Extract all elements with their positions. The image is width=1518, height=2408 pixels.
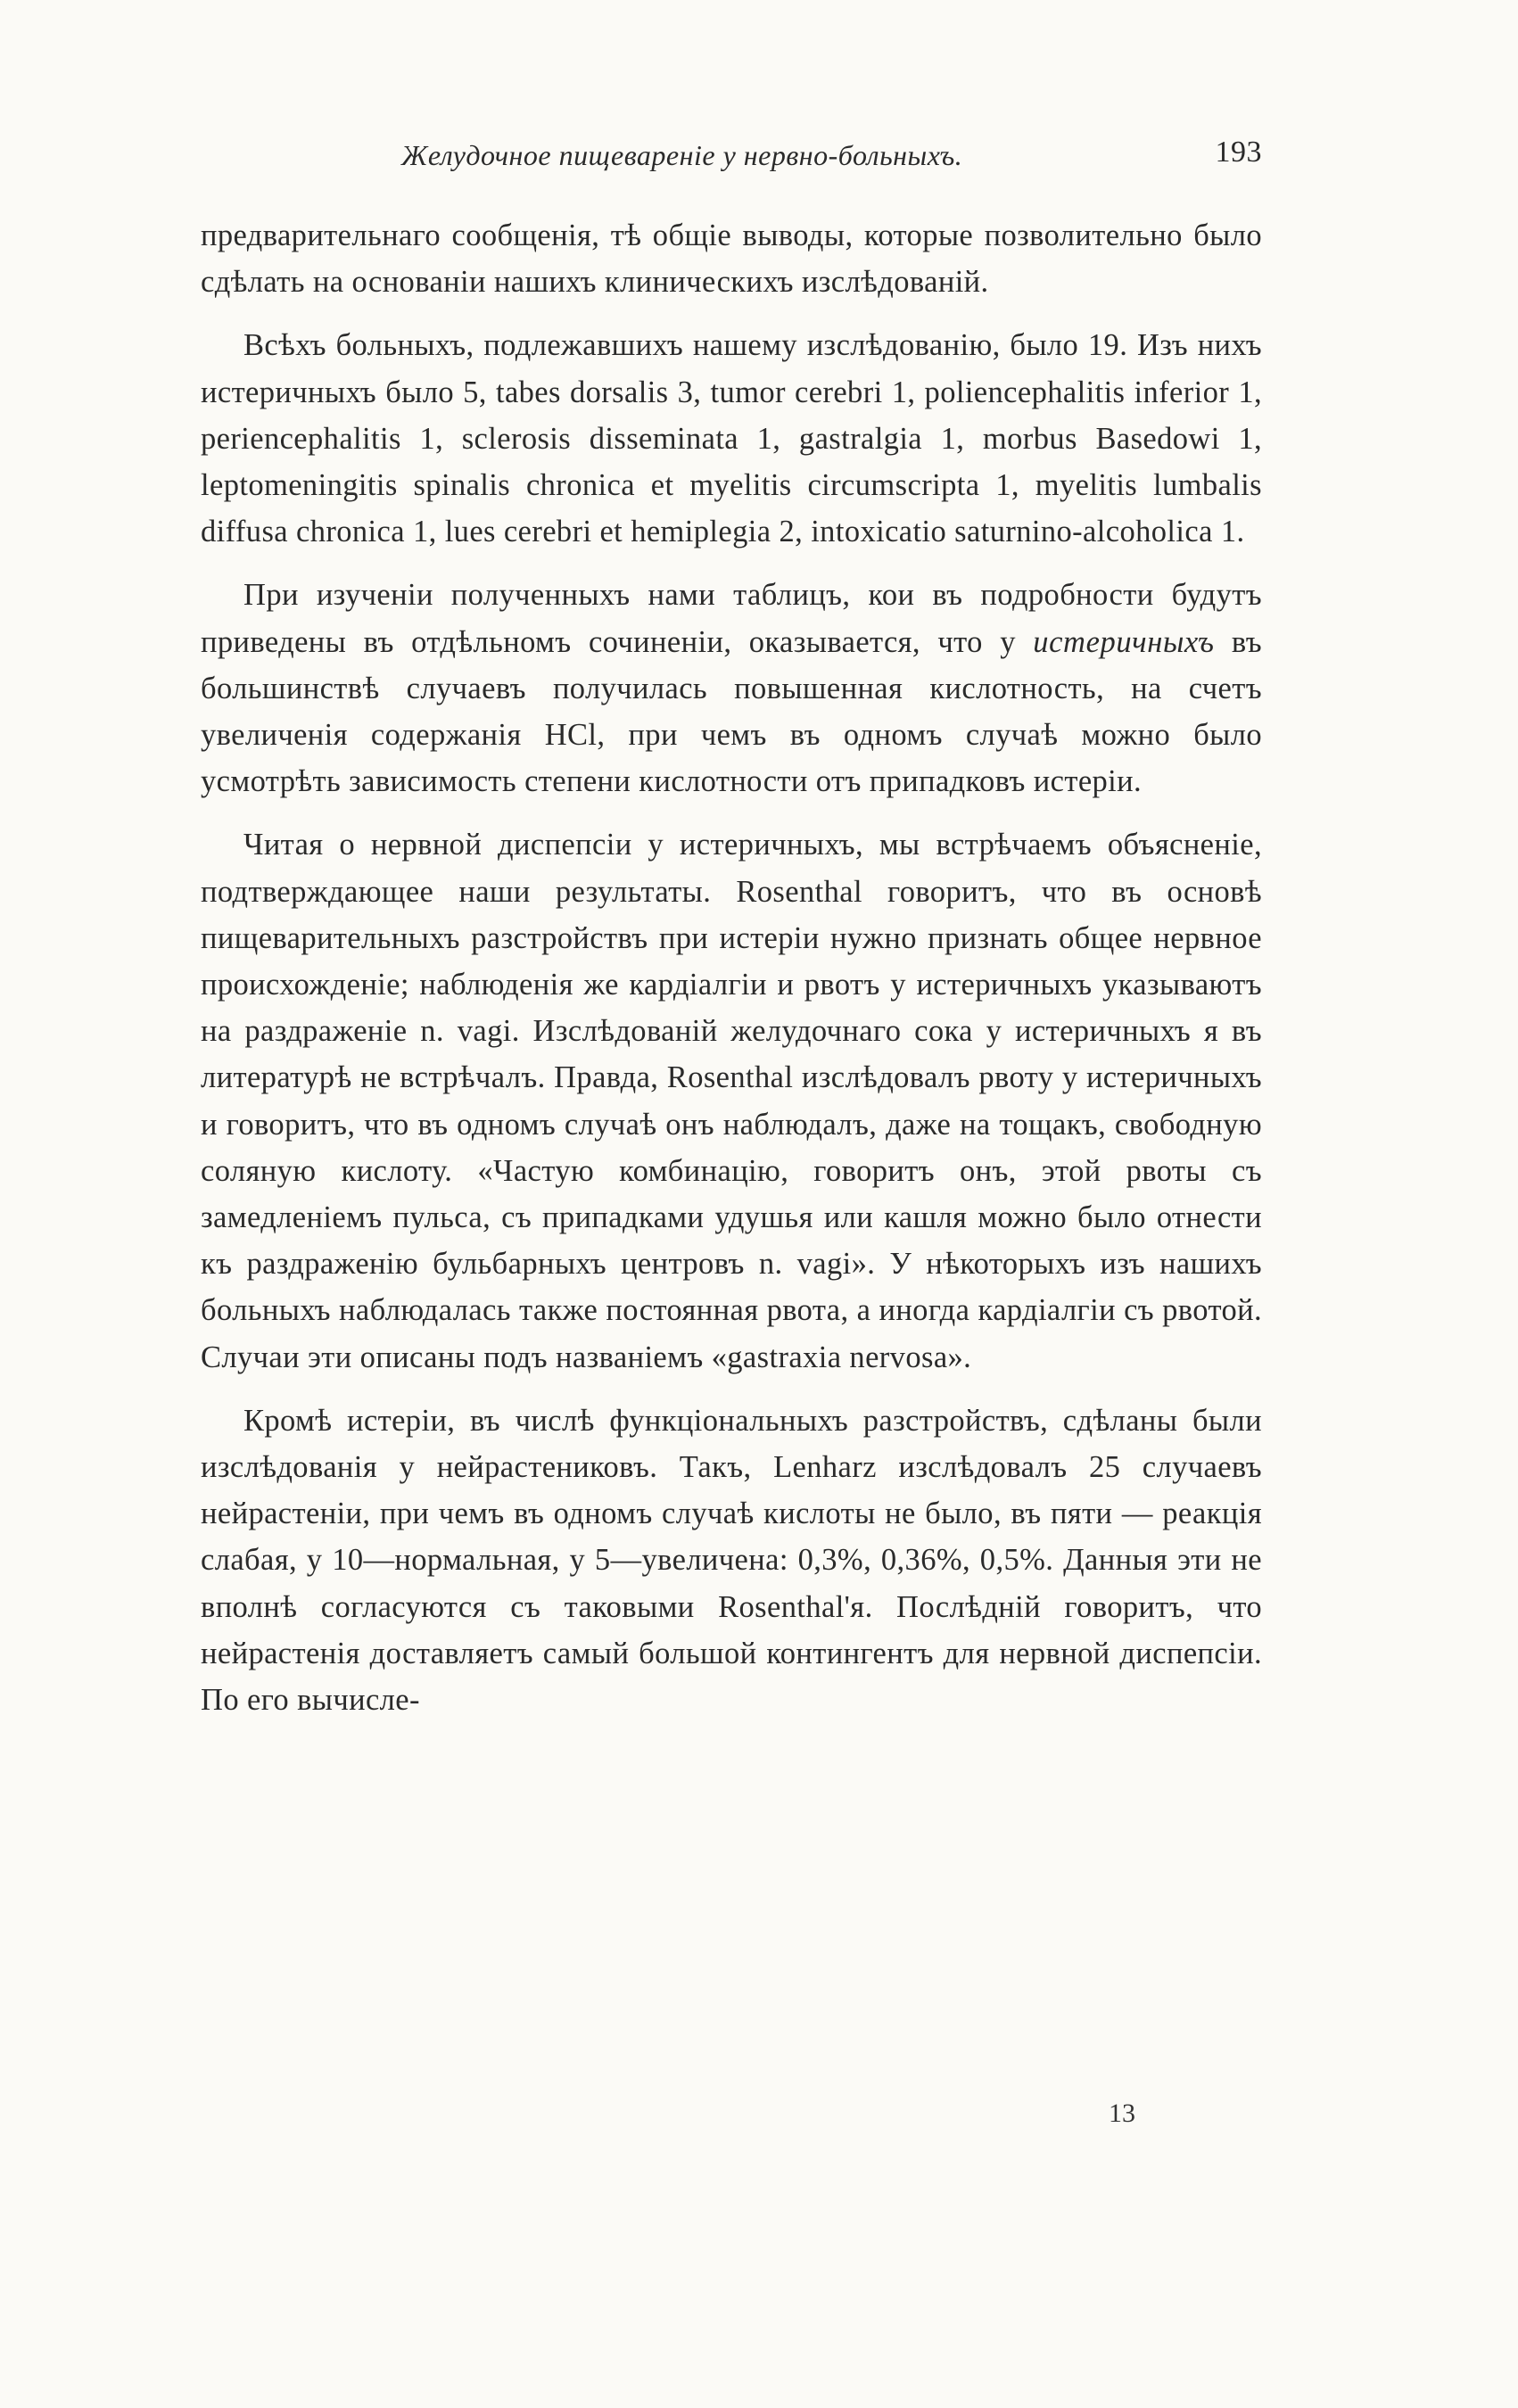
body-text	[201, 212, 1262, 1740]
paragraph-3	[201, 572, 1262, 804]
running-header	[201, 132, 1262, 186]
paragraph-1: предварительнаго сообщенія, тѣ общіе выводы, которые позволительно было сдѣлать на основаніи нашихъ клиническихъ изслѣдованій.	[201, 219, 1262, 300]
paragraph-4: Читая о нервной диспепсіи у истеричныхъ, мы встрѣчаемъ объясненіе, подтверждающее наши результаты. Rosenthal говоритъ, что въ основѣ пищеварительныхъ разстройствъ при истеріи нужно признать общее нервное происхожденіе; наблюденія же кардіалгіи и рвотъ у истеричныхъ указываютъ на раздраженіе n. vagi. Изслѣдованій желудочнаго сока у истеричныхъ я въ литературѣ не встрѣчалъ. Правда, Rosenthal изслѣдовалъ рвоту у истеричныхъ и говоритъ, что въ одномъ случаѣ онъ наблюдалъ, даже на тощакъ, свободную соляную кислоту. «Частую комбинацію, говоритъ онъ, этой рвоты съ замедленіемъ пульса, съ припадками удушья или кашля можно было отнести къ раздраженію бульбарныхъ центровъ n. vagi». У нѣкоторыхъ изъ нашихъ больныхъ наблюдалась также постоянная рвота, а иногда кардіалгіи съ рвотой. Случаи эти описаны подъ названіемъ «gastraxia nervosa».	[201, 828, 1262, 1374]
signature-mark: 13	[1109, 2099, 1135, 2128]
paragraph-5: Кромѣ истеріи, въ числѣ функціональныхъ разстройствъ, сдѣланы были изслѣдованія у нейрастениковъ. Такъ, Lenharz изслѣдовалъ 25 случаевъ нейрастеніи, при чемъ въ одномъ случаѣ кислоты не было, въ пяти — реакція слабая, у 10—нормальная, у 5—увеличена: 0,3%, 0,36%, 0,5%. Данныя эти не вполнѣ согласуются съ таковыми Rosenthal'я. Послѣдній говоритъ, что нейрастенія доставляетъ самый большой контингентъ для нервной диспепсіи. По его вычисле-	[201, 1403, 1262, 1718]
emphasis-hysterical: истеричныхъ	[1033, 624, 1215, 659]
paragraph-2: Всѣхъ больныхъ, подлежавшихъ нашему изслѣдованію, было 19. Изъ нихъ истеричныхъ было 5, tabes dorsalis 3, tumor cerebri 1, poliencephalitis inferior 1, periencephalitis 1, sclerosis disseminata 1, gastralgia 1, morbus Basedowi 1, leptomeningitis spinalis chronica et myelitis circumscripta 1, myelitis lumbalis diffusa chronica 1, lues cerebri et hemiplegia 2, intoxicatio saturnino-alcoholica 1.	[201, 328, 1262, 549]
paragraph-3-start: При изученіи полученныхъ нами таблицъ, кои въ подробности будутъ приведены въ отдѣльномъ сочиненіи, оказывается, что у	[201, 578, 1262, 659]
page-number: 193	[1215, 136, 1262, 169]
running-title: Желудочное пищевареніе у нервно-больныхъ.	[401, 139, 963, 171]
paragraph-3-end: въ большинствѣ случаевъ получилась повышенная кислотность, на счетъ увеличенія содержанія HCl, при чемъ въ одномъ случаѣ можно было усмотрѣть зависимость степени кислотности отъ припадковъ истеріи.	[201, 624, 1262, 799]
